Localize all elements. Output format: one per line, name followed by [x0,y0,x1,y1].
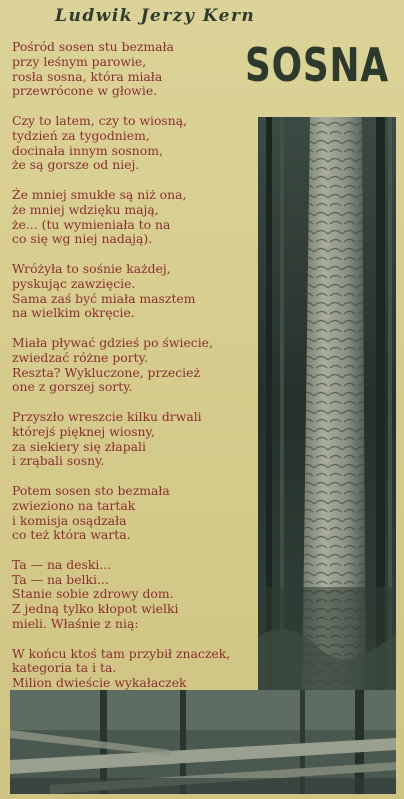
stanza: Miała pływać gdzieś po świecie, zwiedzać różne porty. Reszta? Wykluczone, przecież one z gorszej sorty. [12,334,213,395]
stanza: Przyszło wreszcie kilku drwali którejś pięknej wiosny, za siekiery się złapali i zrąbali sosny. [12,408,202,469]
stanza: W końcu ktoś tam przybił znaczek, kategoria ta i ta. Milion dwieście wykałaczek [12,645,231,691]
stanza: Ta — na deski... Ta — na belki... Stanie sobie zdrowy dom. Z jedną tylko kłopot wielki mieli. Właśnie z nią: [12,556,179,632]
poem-title: SOSNA [245,38,389,92]
stanza: Że mniej smukłe są niż ona, że mniej wdzięku mają, że... (tu wymieniała to na co się wg niej nadają). [12,186,187,247]
pine-trunk-photo [258,117,396,697]
stanza: Potem sosen sto bezmała zwieziono na tartak i komisja osądzała co też która warta. [12,482,170,543]
stanza: Pośród sosen stu bezmała przy leśnym parowie, rosła sosna, która miała przewrócone w głowie. [12,39,174,99]
stanza: Czy to latem, czy to wiosną, tydzień za tygodniem, docinała innym sosnom, że są gorsze od niej. [12,112,188,173]
poem-body [12,40,262,735]
stanza: Wróżyła to sośnie każdej, pyskując zawzięcie. Sama zaś być miała masztem na wielkim okręcie. [12,260,196,321]
felled-trees-photo [10,690,396,794]
author-name: Ludwik Jerzy Kern [55,6,256,26]
